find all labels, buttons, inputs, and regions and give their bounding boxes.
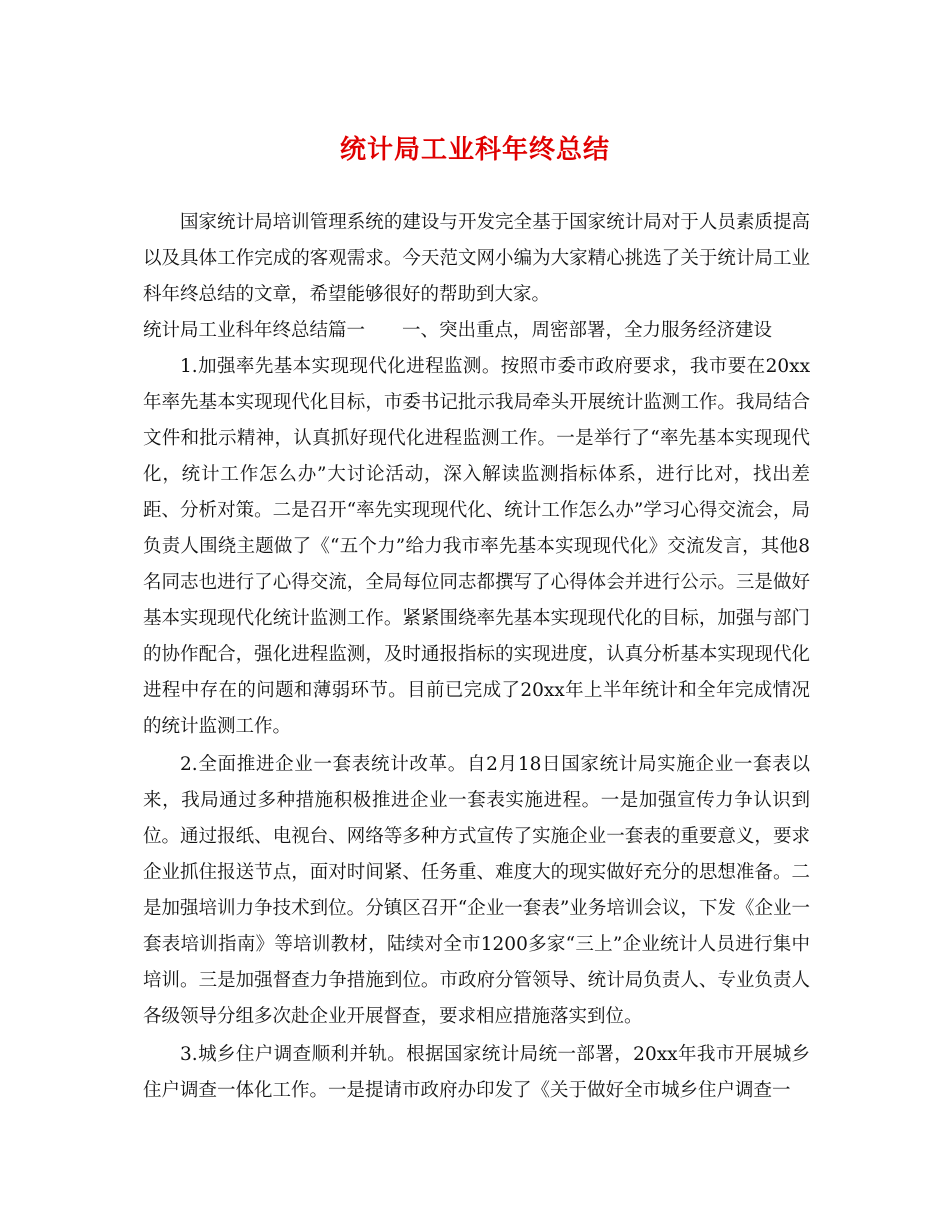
document-body [143,205,810,1109]
intro-paragraph: 国家统计局培训管理系统的建设与开发完全基于国家统计局对于人员素质提高以及具体工作完成的客观需求。今天范文网小编为大家精心挑选了关于统计局工业科年终总结的文章，希望能够很好的帮助到大家。 [143,212,810,305]
section-heading: 统计局工业科年终总结篇一 一、突出重点，周密部署，全力服务经济建设 [143,320,773,341]
paragraph-2: 2.全面推进企业一套表统计改革。自2月18日国家统计局实施企业一套表以来，我局通过多种措施积极推进企业一套表实施进程。一是加强宣传力争认识到位。通过报纸、电视台、网络等多种方式宣传了实施企业一套表的重要意义，要求企业抓住报送节点，面对时间紧、任务重、难度大的现实做好充分的思想准备。二是加强培训力争技术到位。分镇区召开“企业一套表”业务培训会议，下发《企业一套表培训指南》等培训教材，陆续对全市1200多家“三上”企业统计人员进行集中培训。三是加强督查力争措施到位。市政府分管领导、统计局负责人、专业负责人各级领导分组多次赴企业开展督查，要求相应措施落实到位。 [143,754,810,1027]
document-title: 统计局工业科年终总结 [339,135,610,165]
paragraph-1: 1.加强率先基本实现现代化进程监测。按照市委市政府要求，我市要在20xx年率先基本实现现代化目标，市委书记批示我局牵头开展统计监测工作。我局结合文件和批示精神，认真抓好现代化进程监测工作。一是举行了“率先基本实现现代化，统计工作怎么办”大讨论活动，深入解读监测指标体系，进行比对，找出差距、分析对策。二是召开“率先实现现代化、统计工作怎么办”学习心得交流会，局负责人围绕主题做了《“五个力”给力我市率先基本实现现代化》交流发言，其他8名同志也进行了心得交流，全局每位同志都撰写了心得体会并进行公示。三是做好基本实现现代化统计监测工作。紧紧围绕率先基本实现现代化的目标，加强与部门的协作配合，强化进程监测，及时通报指标的实现进度，认真分析基本实现现代化进程中存在的问题和薄弱环节。目前已完成了20xx年上半年统计和全年完成情况的统计监测工作。 [143,356,810,737]
paragraph-3: 3.城乡住户调查顺利并轨。根据国家统计局统一部署，20xx年我市开展城乡住户调查一体化工作。一是提请市政府办印发了《关于做好全市城乡住户调查一 [143,1044,810,1101]
